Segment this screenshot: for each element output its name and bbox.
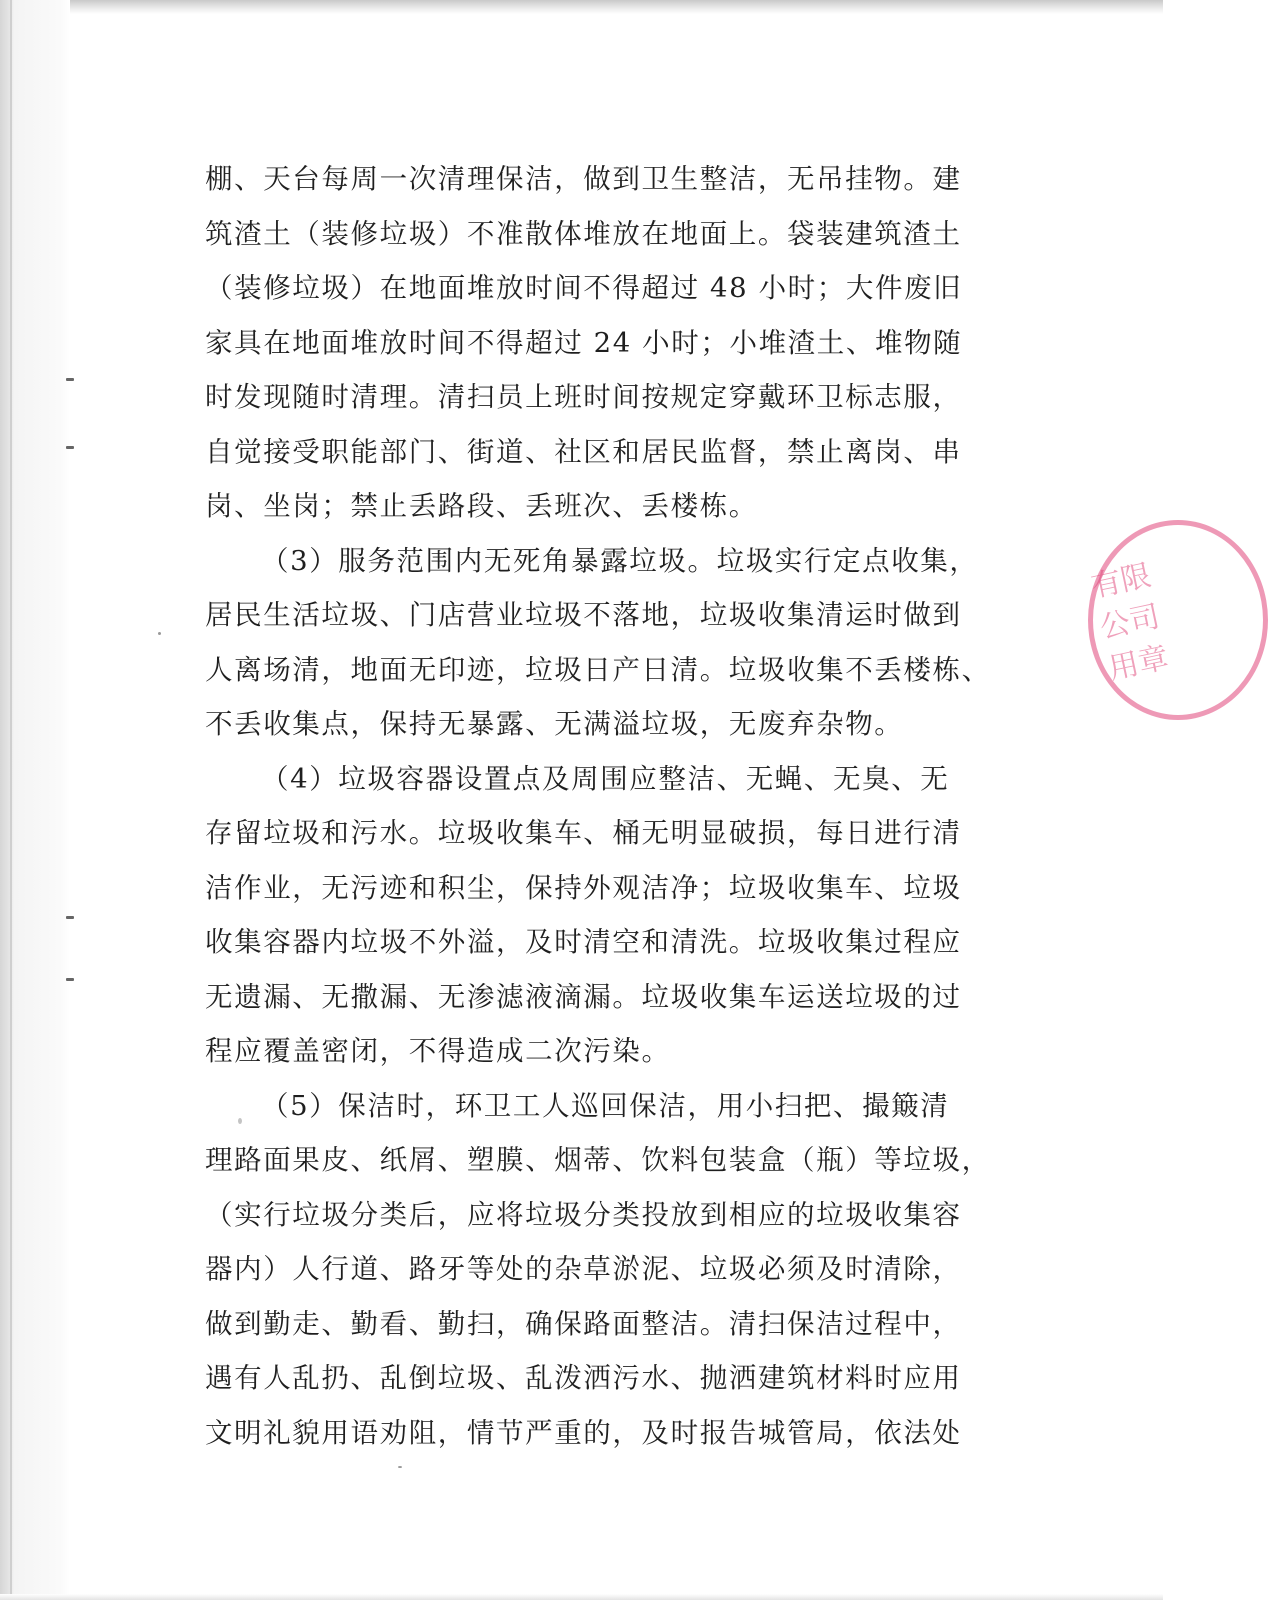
scan-bottom-edge — [0, 1594, 1163, 1600]
text-line: 遇有人乱扔、乱倒垃圾、乱泼洒污水、抛洒建筑材料时应用 — [205, 1362, 962, 1394]
text-line: 人离场清，地面无印迹，垃圾日产日清。垃圾收集不丢楼栋、 — [205, 653, 991, 686]
text-line: 洁作业，无污迹和积尘，保持外观洁净；垃圾收集车、垃圾 — [205, 871, 962, 904]
paragraph-first-line: （4）垃圾容器设置点及周围应整洁、无蝇、无臭、无 — [261, 762, 950, 795]
text-line: 文明礼貌用语劝阻，情节严重的，及时报告城管局，依法处 — [205, 1416, 962, 1449]
scan-top-edge — [0, 0, 1163, 14]
text-line: 家具在地面堆放时间不得超过 24 小时；小堆渣土、堆物随 — [205, 326, 963, 359]
company-seal-text: 有限公司 用章 — [1088, 558, 1172, 687]
binding-mark — [66, 446, 74, 449]
paragraph-first-line: （3）服务范围内无死角暴露垃圾。垃圾实行定点收集， — [261, 544, 979, 577]
binding-mark — [66, 978, 74, 981]
text-line: 棚、天台每周一次清理保洁，做到卫生整洁，无吊挂物。建 — [205, 163, 962, 195]
text-line: 存留垃圾和污水。垃圾收集车、桶无明显破损，每日进行清 — [205, 817, 962, 849]
binding-mark — [66, 378, 74, 381]
text-line: 自觉接受职能部门、街道、社区和居民监督，禁止离岗、串 — [205, 435, 962, 468]
text-line: 居民生活垃圾、门店营业垃圾不落地，垃圾收集清运时做到 — [205, 599, 962, 631]
text-line: 程应覆盖密闭，不得造成二次污染。 — [205, 1035, 671, 1067]
text-line: 理路面果皮、纸屑、塑膜、烟蒂、饮料包装盒（瓶）等垃圾， — [205, 1144, 991, 1176]
binding-mark — [66, 916, 74, 919]
scan-speck — [398, 1466, 402, 1468]
text-line: （实行垃圾分类后，应将垃圾分类投放到相应的垃圾收集容 — [205, 1198, 962, 1231]
text-line: 筑渣土（装修垃圾）不准散体堆放在地面上。袋装建筑渣土 — [205, 217, 962, 250]
text-line: 做到勤走、勤看、勤扫，确保路面整洁。清扫保洁过程中， — [205, 1307, 962, 1340]
scan-speck — [158, 632, 161, 635]
text-line: 收集容器内垃圾不外溢，及时清空和清洗。垃圾收集过程应 — [205, 926, 962, 958]
paragraph-first-line: （5）保洁时，环卫工人巡回保洁，用小扫把、撮簸清 — [261, 1089, 950, 1122]
binding-fold-line — [10, 0, 12, 1600]
text-line: 器内）人行道、路牙等处的杂草淤泥、垃圾必须及时清除， — [205, 1253, 962, 1285]
text-line: 无遗漏、无撒漏、无渗滤液滴漏。垃圾收集车运送垃圾的过 — [205, 980, 962, 1013]
text-line: （装修垃圾）在地面堆放时间不得超过 48 小时；大件废旧 — [205, 272, 963, 304]
text-line: 时发现随时清理。清扫员上班时间按规定穿戴环卫标志服， — [205, 381, 962, 413]
text-line: 岗、坐岗；禁止丢路段、丢班次、丢楼栋。 — [205, 490, 758, 522]
document-body — [205, 152, 991, 1460]
text-line: 不丢收集点，保持无暴露、无满溢垃圾，无废弃杂物。 — [205, 708, 904, 740]
